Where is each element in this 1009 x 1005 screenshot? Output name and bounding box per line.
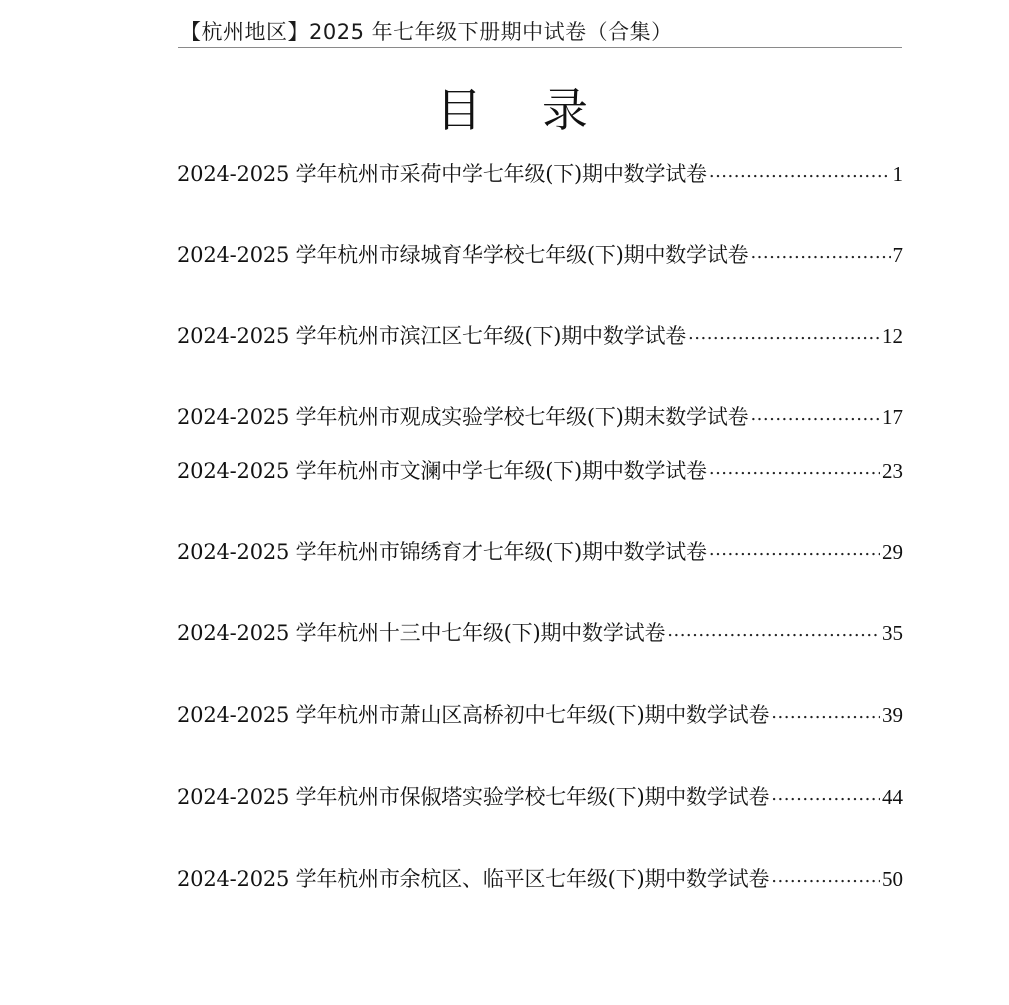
toc-entry[interactable] — [177, 863, 903, 895]
toc-entry-page: 17 — [882, 405, 903, 429]
dot-leader — [771, 865, 880, 886]
table-of-contents — [177, 0, 903, 1005]
toc-entry[interactable] — [177, 536, 903, 568]
toc-entry-title: 2024-2025 学年杭州市滨江区七年级(下)期中数学试卷 — [177, 324, 687, 348]
toc-entry-page: 44 — [882, 785, 903, 809]
dot-leader — [771, 701, 880, 722]
toc-entry[interactable] — [177, 455, 903, 487]
toc-entry-page: 12 — [882, 324, 903, 348]
toc-entry[interactable] — [177, 699, 903, 731]
dot-leader — [750, 241, 890, 262]
toc-entry-title: 2024-2025 学年杭州市余杭区、临平区七年级(下)期中数学试卷 — [177, 867, 770, 891]
toc-entry-page: 35 — [882, 621, 903, 645]
toc-entry-page: 50 — [882, 867, 903, 891]
toc-entry-title: 2024-2025 学年杭州市绿城育华学校七年级(下)期中数学试卷 — [177, 243, 749, 267]
toc-entry-title: 2024-2025 学年杭州市锦绣育才七年级(下)期中数学试卷 — [177, 540, 707, 564]
dot-leader — [667, 619, 880, 640]
dot-leader — [709, 538, 880, 559]
header-title: 【杭州地区】2025 年七年级下册期中试卷（合集） — [180, 20, 673, 44]
toc-entry[interactable] — [177, 158, 903, 190]
dot-leader — [688, 322, 880, 343]
toc-entry-title: 2024-2025 学年杭州市萧山区高桥初中七年级(下)期中数学试卷 — [177, 703, 770, 727]
dot-leader — [709, 457, 880, 478]
toc-title: 目录 — [436, 83, 648, 137]
dot-leader — [750, 403, 880, 424]
toc-entry[interactable] — [177, 617, 903, 649]
toc-entry-page: 7 — [892, 243, 903, 267]
dot-leader — [709, 160, 891, 181]
toc-entry-title: 2024-2025 学年杭州市采荷中学七年级(下)期中数学试卷 — [177, 162, 707, 186]
toc-entry[interactable] — [177, 320, 903, 352]
toc-entry[interactable] — [177, 781, 903, 813]
toc-entry-title: 2024-2025 学年杭州市观成实验学校七年级(下)期末数学试卷 — [177, 405, 749, 429]
toc-entry-page: 1 — [892, 162, 903, 186]
toc-entry-page: 23 — [882, 459, 903, 483]
toc-entry-title: 2024-2025 学年杭州市保俶塔实验学校七年级(下)期中数学试卷 — [177, 785, 770, 809]
toc-entry[interactable] — [177, 239, 903, 271]
toc-entry[interactable] — [177, 401, 903, 433]
dot-leader — [771, 783, 880, 804]
toc-entry-page: 39 — [882, 703, 903, 727]
toc-entry-title: 2024-2025 学年杭州十三中七年级(下)期中数学试卷 — [177, 621, 666, 645]
toc-entry-title: 2024-2025 学年杭州市文澜中学七年级(下)期中数学试卷 — [177, 459, 707, 483]
toc-entry-page: 29 — [882, 540, 903, 564]
